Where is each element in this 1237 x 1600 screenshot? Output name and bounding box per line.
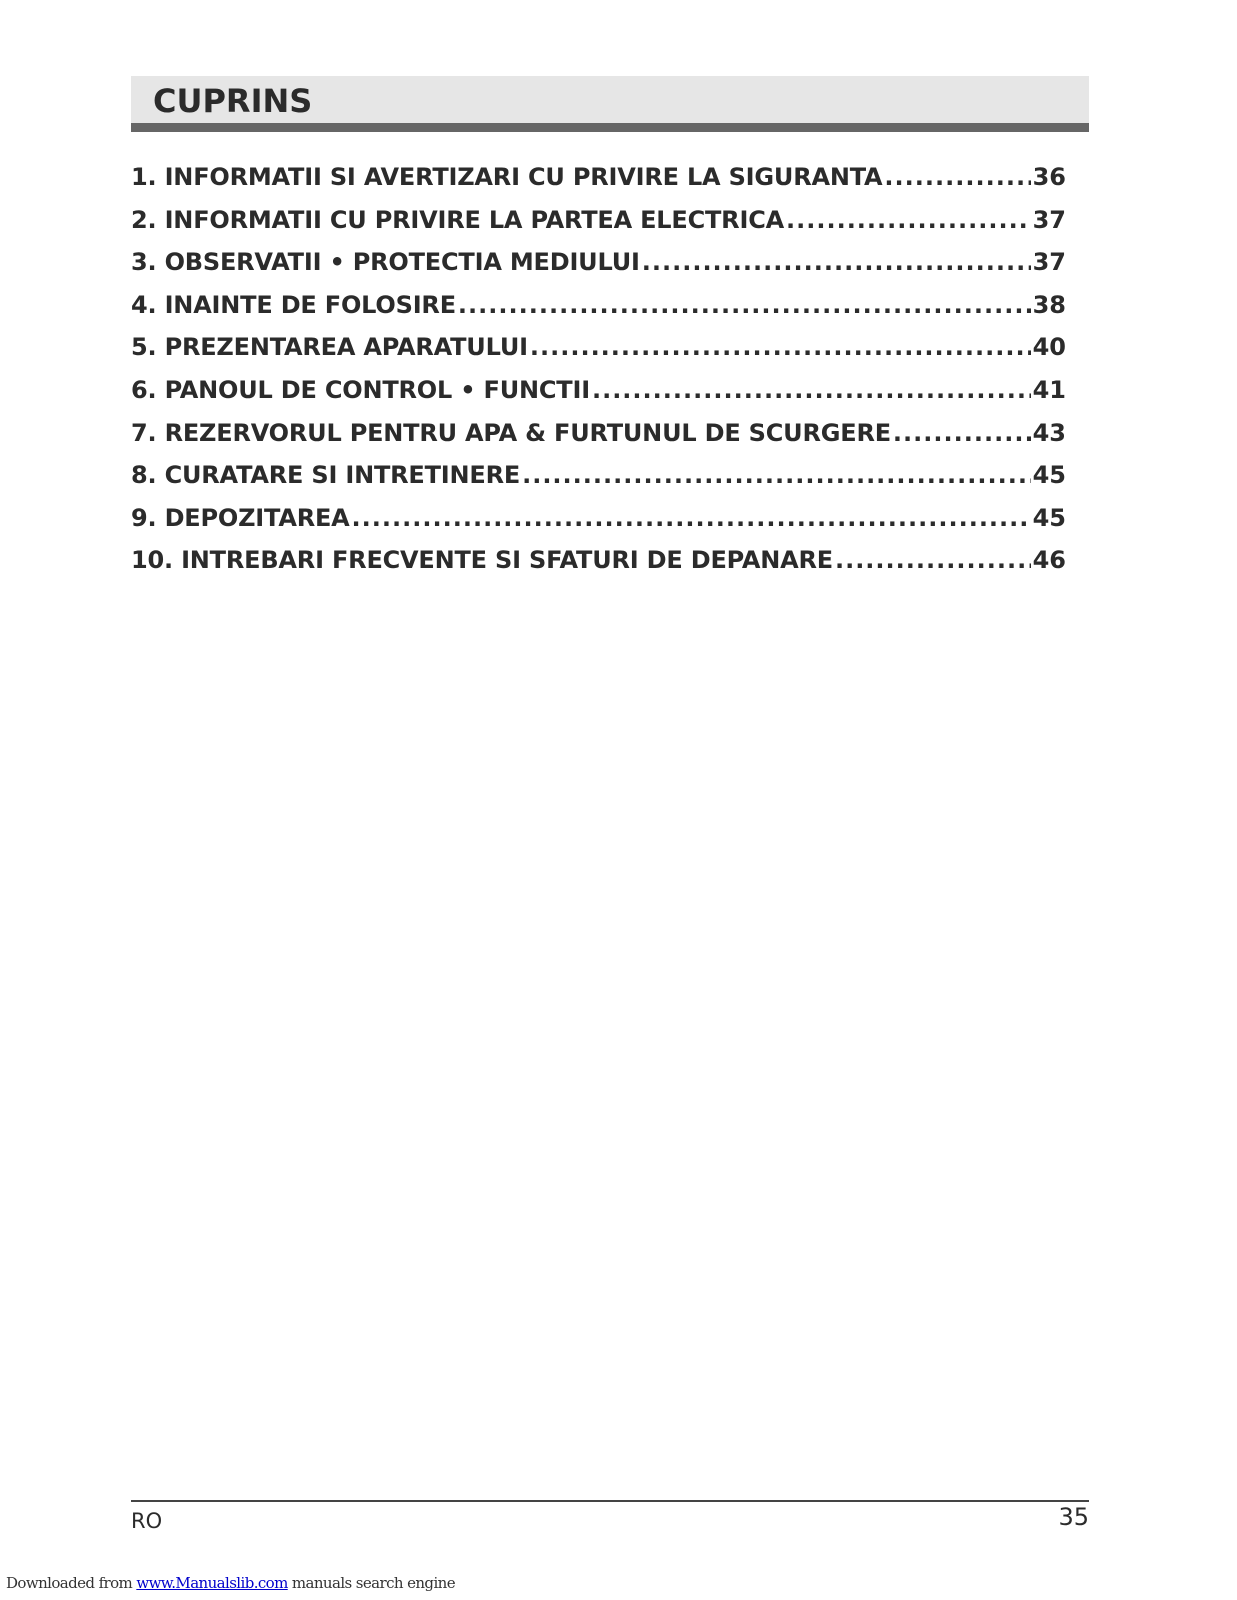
table-of-contents <box>131 156 1066 582</box>
toc-leader-dots <box>642 241 1031 284</box>
toc-item-5[interactable] <box>131 326 1066 369</box>
footer-language: RO <box>131 1509 163 1533</box>
download-note-prefix: Downloaded from <box>6 1574 137 1592</box>
toc-leader-dots <box>835 539 1031 582</box>
toc-item-label: 9. DEPOZITAREA <box>131 503 350 532</box>
toc-item-10[interactable] <box>131 539 1066 582</box>
toc-item-page: 41 <box>1032 375 1066 404</box>
toc-item-page: 37 <box>1032 248 1066 277</box>
toc-item-page: 38 <box>1032 290 1066 319</box>
toc-leader-dots <box>592 369 1031 412</box>
toc-item-9[interactable] <box>131 497 1066 540</box>
toc-leader-dots <box>458 284 1031 327</box>
toc-leader-dots <box>530 326 1031 369</box>
page-title: CUPRINS <box>153 82 313 120</box>
toc-leader-dots <box>884 156 1030 199</box>
toc-item-page: 46 <box>1032 546 1066 575</box>
toc-leader-dots <box>352 497 1031 540</box>
toc-item-page: 36 <box>1032 163 1066 191</box>
toc-item-7[interactable] <box>131 412 1066 455</box>
toc-leader-dots <box>522 454 1031 497</box>
toc-item-2[interactable] <box>131 199 1066 242</box>
toc-item-label: 2. INFORMATII CU PRIVIRE LA PARTEA ELECTRICA <box>131 205 784 234</box>
toc-item-label: 10. INTREBARI FRECVENTE SI SFATURI DE DEPANARE <box>131 546 833 575</box>
toc-item-4[interactable] <box>131 284 1066 327</box>
toc-item-1[interactable] <box>131 156 1066 199</box>
toc-item-label: 6. PANOUL DE CONTROL • FUNCTII <box>131 375 590 404</box>
toc-item-page: 43 <box>1032 418 1066 447</box>
toc-item-label: 8. CURATARE SI INTRETINERE <box>131 461 521 490</box>
toc-item-page: 45 <box>1032 503 1066 532</box>
toc-item-label: 7. REZERVORUL PENTRU APA & FURTUNUL DE SCURGERE <box>131 418 891 447</box>
footer-rule <box>131 1500 1089 1502</box>
toc-item-6[interactable] <box>131 369 1066 412</box>
toc-leader-dots <box>893 412 1031 455</box>
download-note <box>6 1572 455 1594</box>
toc-item-8[interactable] <box>131 454 1066 497</box>
toc-item-page: 45 <box>1032 461 1066 490</box>
toc-item-label: 3. OBSERVATII • PROTECTIA MEDIULUI <box>131 248 640 277</box>
toc-item-page: 37 <box>1032 205 1066 234</box>
footer-page-number: 35 <box>1058 1503 1089 1531</box>
toc-item-label: 4. INAINTE DE FOLOSIRE <box>131 290 456 319</box>
header-rule <box>131 123 1089 132</box>
manualslib-link[interactable]: www.Manualslib.com <box>136 1574 288 1592</box>
download-note-suffix: manuals search engine <box>287 1574 455 1592</box>
toc-leader-dots <box>786 199 1031 242</box>
toc-item-page: 40 <box>1032 333 1066 362</box>
toc-item-label: 5. PREZENTAREA APARATULUI <box>131 333 528 362</box>
toc-item-3[interactable] <box>131 241 1066 284</box>
toc-item-label: 1. INFORMATII SI AVERTIZARI CU PRIVIRE LA SIGURANTA <box>131 163 883 191</box>
